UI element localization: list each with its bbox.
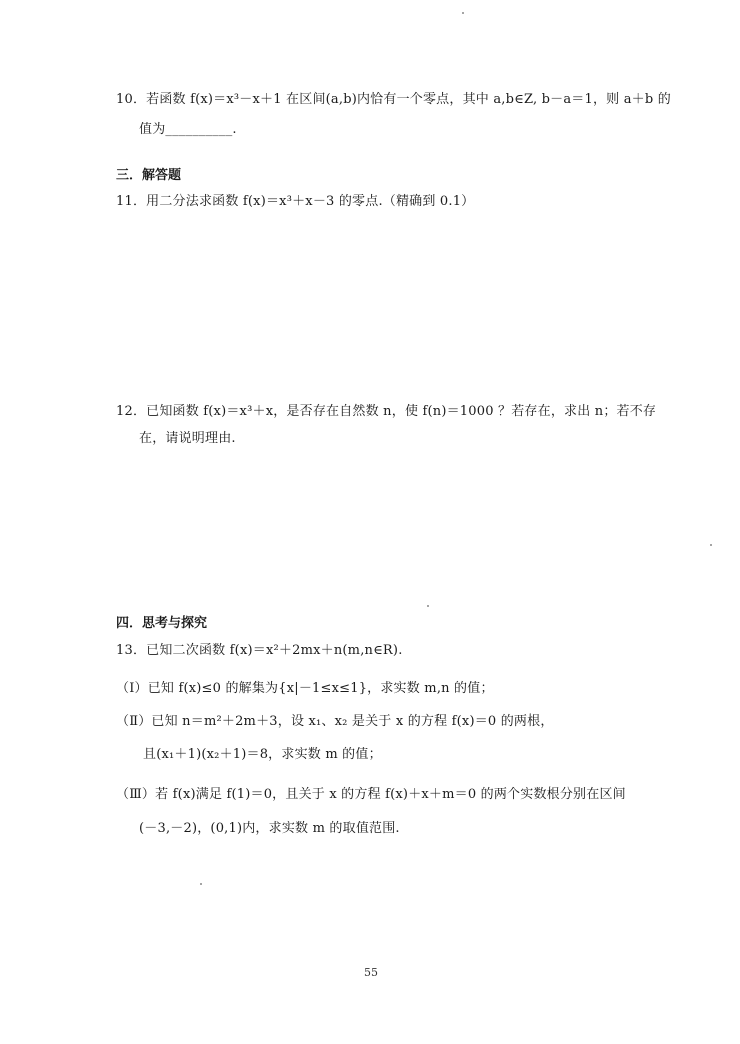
section-4-heading: 四．思考与探究 — [116, 616, 208, 631]
question-13-part-1: （Ⅰ）已知 f(x)≤0 的解集为{x|－1≤x≤1}，求实数 m,n 的值； — [116, 681, 494, 696]
scan-speck — [710, 544, 712, 546]
question-11: 11．用二分法求函数 f(x)＝x³＋x－3 的零点.（精确到 0.1） — [116, 194, 475, 209]
question-13-part-3-line-2: (－3,－2)，(0,1)内，求实数 m 的取值范围. — [139, 821, 400, 836]
question-13-part-2-line-1: （Ⅱ）已知 n＝m²＋2m＋3，设 x₁、x₂ 是关于 x 的方程 f(x)＝0 的两根， — [116, 714, 554, 729]
question-10-line-1: 10．若函数 f(x)＝x³－x＋1 在区间(a,b)内恰有一个零点，其中 a,b∈Z, b－a＝1，则 a＋b 的 — [116, 92, 671, 107]
question-12-line-2: 在，请说明理由. — [139, 431, 236, 446]
scan-speck — [427, 605, 429, 607]
question-10-line-2: 值为__________. — [139, 122, 237, 137]
scan-speck — [200, 883, 202, 885]
question-13-part-3-line-1: （Ⅲ）若 f(x)满足 f(1)＝0，且关于 x 的方程 f(x)＋x＋m＝0 的两个实数根分别在区间 — [116, 787, 626, 802]
scan-speck — [462, 12, 464, 14]
question-12-line-1: 12．已知函数 f(x)＝x³＋x，是否存在自然数 n，使 f(n)＝1000 ？若存在，求出 n；若不存 — [116, 404, 657, 419]
section-3-heading: 三．解答题 — [116, 168, 182, 183]
page-number: 55 — [364, 966, 378, 979]
question-13-part-2-line-2: 且(x₁＋1)(x₂＋1)＝8，求实数 m 的值； — [143, 747, 382, 762]
question-13-stem: 13．已知二次函数 f(x)＝x²＋2mx＋n(m,n∈R). — [116, 643, 403, 658]
